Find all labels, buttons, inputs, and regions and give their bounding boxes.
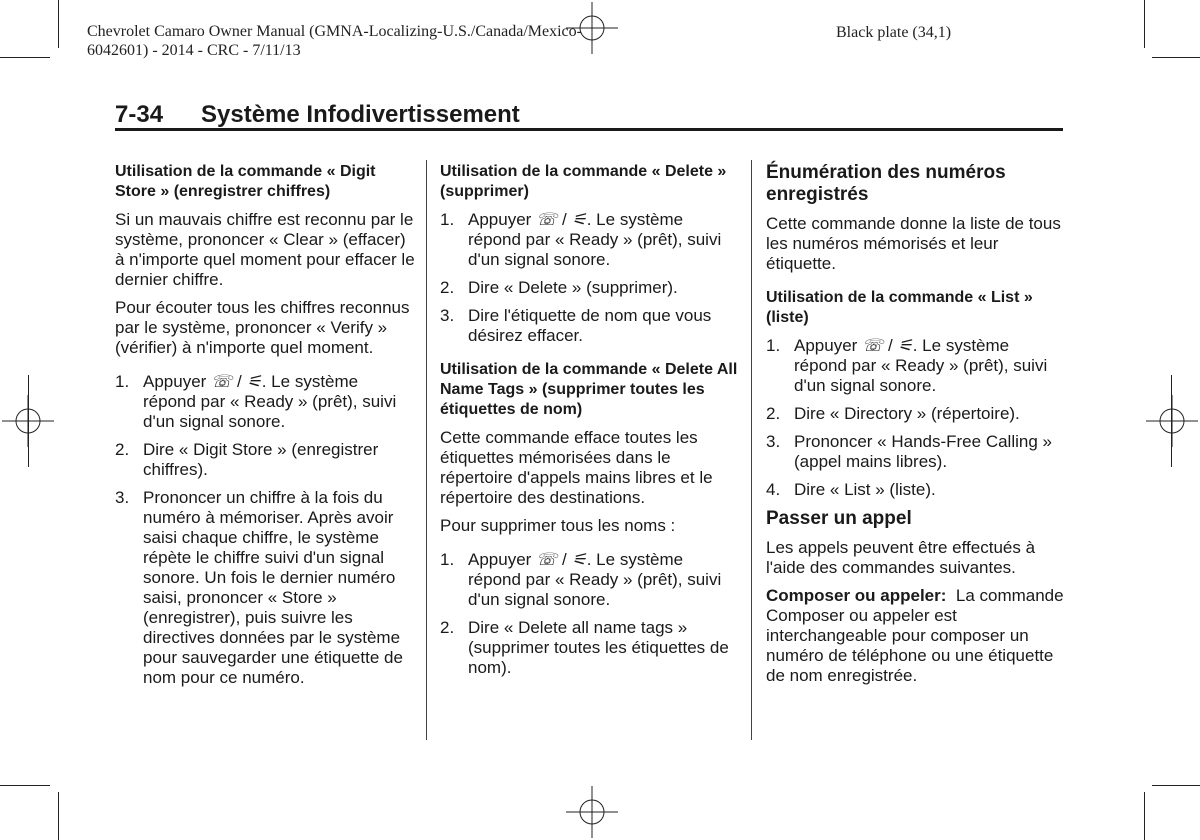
step-list bbox=[440, 550, 740, 678]
crop-mark-bl-h bbox=[0, 785, 50, 786]
voice-icon: ⚟ bbox=[897, 336, 913, 355]
phone-icon: ☏ bbox=[862, 336, 884, 355]
delete-heading: Utilisation de la commande « Delete » (supprimer) bbox=[440, 163, 727, 200]
paragraph: Cette commande efface toutes les étiquettes mémorisées dans le répertoire d'appels mains libres et le répertoire des destinations. bbox=[440, 428, 713, 507]
column-2 bbox=[440, 162, 740, 686]
crop-mark-tl-v bbox=[58, 0, 59, 48]
list-item: 1. Appuyer ☏ / ⚟. Le système répond par « Ready » (prêt), suivi d'un signal sonore. bbox=[440, 550, 722, 609]
list-item: 3. Dire l'étiquette de nom que vous désirez effacer. bbox=[440, 306, 712, 345]
crop-mark-br-h bbox=[1152, 785, 1200, 786]
step-list bbox=[766, 336, 1066, 500]
list-item: 3. Prononcer un chiffre à la fois du numéro à mémoriser. Après avoir saisi chaque chiffre, le système répète le chiffre suivi d'un signal sonore. Un fois le dernier numéro saisi, prononcer « Store » (enregistrer), puis suivre les directives données par le système pour sauvegarder une étiquette de nom pour ce numéro. bbox=[115, 488, 403, 687]
column-divider-1 bbox=[426, 160, 427, 740]
list-item: 1. Appuyer ☏ / ⚟. Le système répond par « Ready » (prêt), suivi d'un signal sonore. bbox=[440, 210, 722, 269]
registration-mark-bottom bbox=[566, 786, 618, 838]
step-list bbox=[115, 372, 415, 688]
voice-icon: ⚟ bbox=[571, 210, 587, 229]
section-title: Système Infodivertissement bbox=[201, 101, 520, 128]
list-item: 1. Appuyer ☏ / ⚟. Le système répond par « Ready » (prêt), suivi d'un signal sonore. bbox=[115, 372, 397, 431]
voice-icon: ⚟ bbox=[571, 550, 587, 569]
crop-mark-bl-v bbox=[58, 792, 59, 840]
section-heading bbox=[115, 101, 520, 129]
crop-mark-tr-v bbox=[1144, 0, 1145, 48]
place-call-heading: Passer un appel bbox=[766, 508, 912, 529]
header-line-1: Chevrolet Camaro Owner Manual (GMNA-Localizing-U.S./Canada/Mexico- bbox=[87, 23, 582, 40]
side-tick-right bbox=[1171, 375, 1172, 467]
list-command-heading: Utilisation de la commande « List » (liste) bbox=[766, 289, 1033, 326]
list-item: 4. Dire « List » (liste). bbox=[766, 480, 936, 499]
crop-mark-tl-h bbox=[0, 57, 50, 58]
paragraph: Composer ou appeler: La commande Composer ou appeler est interchangeable pour composer un numéro de téléphone ou une étiquette de nom enregistrée. bbox=[766, 586, 1069, 685]
paragraph: Les appels peuvent être effectués à l'aide des commandes suivantes. bbox=[766, 538, 1036, 577]
plate-label: Black plate (34,1) bbox=[836, 24, 952, 41]
enumeration-heading: Énumération des numéros enregistrés bbox=[766, 162, 1006, 205]
paragraph: Si un mauvais chiffre est reconnu par le système, prononcer « Clear » (effacer) à n'importe quel moment pour effacer le dernier chiffre. bbox=[115, 210, 415, 289]
list-item: 2. Dire « Delete » (supprimer). bbox=[440, 278, 678, 297]
digit-store-heading: Utilisation de la commande « Digit Store » (enregistrer chiffres) bbox=[115, 163, 376, 200]
list-item: 2. Dire « Directory » (répertoire). bbox=[766, 404, 1020, 423]
paragraph: Pour supprimer tous les noms : bbox=[440, 516, 676, 535]
phone-icon: ☏ bbox=[536, 210, 558, 229]
registration-mark-right bbox=[1146, 395, 1198, 447]
list-item: 2. Dire « Delete all name tags » (supprimer toutes les étiquettes de nom). bbox=[440, 618, 729, 677]
paragraph: Cette commande donne la liste de tous les numéros mémorisés et leur étiquette. bbox=[766, 214, 1061, 273]
dial-term: Composer ou appeler: bbox=[766, 586, 947, 605]
side-tick-left bbox=[28, 375, 29, 467]
column-1 bbox=[115, 162, 415, 696]
list-item: 3. Prononcer « Hands-Free Calling » (appel mains libres). bbox=[766, 432, 1052, 471]
delete-all-heading: Utilisation de la commande « Delete All Name Tags » (supprimer toutes les étiquettes de nom) bbox=[440, 361, 738, 418]
section-number: 7-34 bbox=[115, 101, 164, 128]
column-3 bbox=[766, 162, 1069, 694]
voice-icon: ⚟ bbox=[246, 372, 262, 391]
list-item: 2. Dire « Digit Store » (enregistrer chiffres). bbox=[115, 440, 379, 479]
crop-mark-tr-h bbox=[1152, 57, 1200, 58]
header-line-2: 6042601) - 2014 - CRC - 7/11/13 bbox=[87, 42, 301, 59]
step-list bbox=[440, 210, 740, 346]
phone-icon: ☏ bbox=[211, 372, 233, 391]
crop-mark-br-v bbox=[1144, 792, 1145, 840]
running-header bbox=[87, 22, 582, 60]
phone-icon: ☏ bbox=[536, 550, 558, 569]
section-rule bbox=[115, 128, 1063, 131]
registration-mark-top bbox=[566, 2, 618, 54]
list-item: 1. Appuyer ☏ / ⚟. Le système répond par « Ready » (prêt), suivi d'un signal sonore. bbox=[766, 336, 1048, 395]
paragraph: Pour écouter tous les chiffres reconnus par le système, prononcer « Verify » (vérifier) à n'importe quel moment. bbox=[115, 298, 410, 357]
column-divider-2 bbox=[751, 160, 752, 740]
